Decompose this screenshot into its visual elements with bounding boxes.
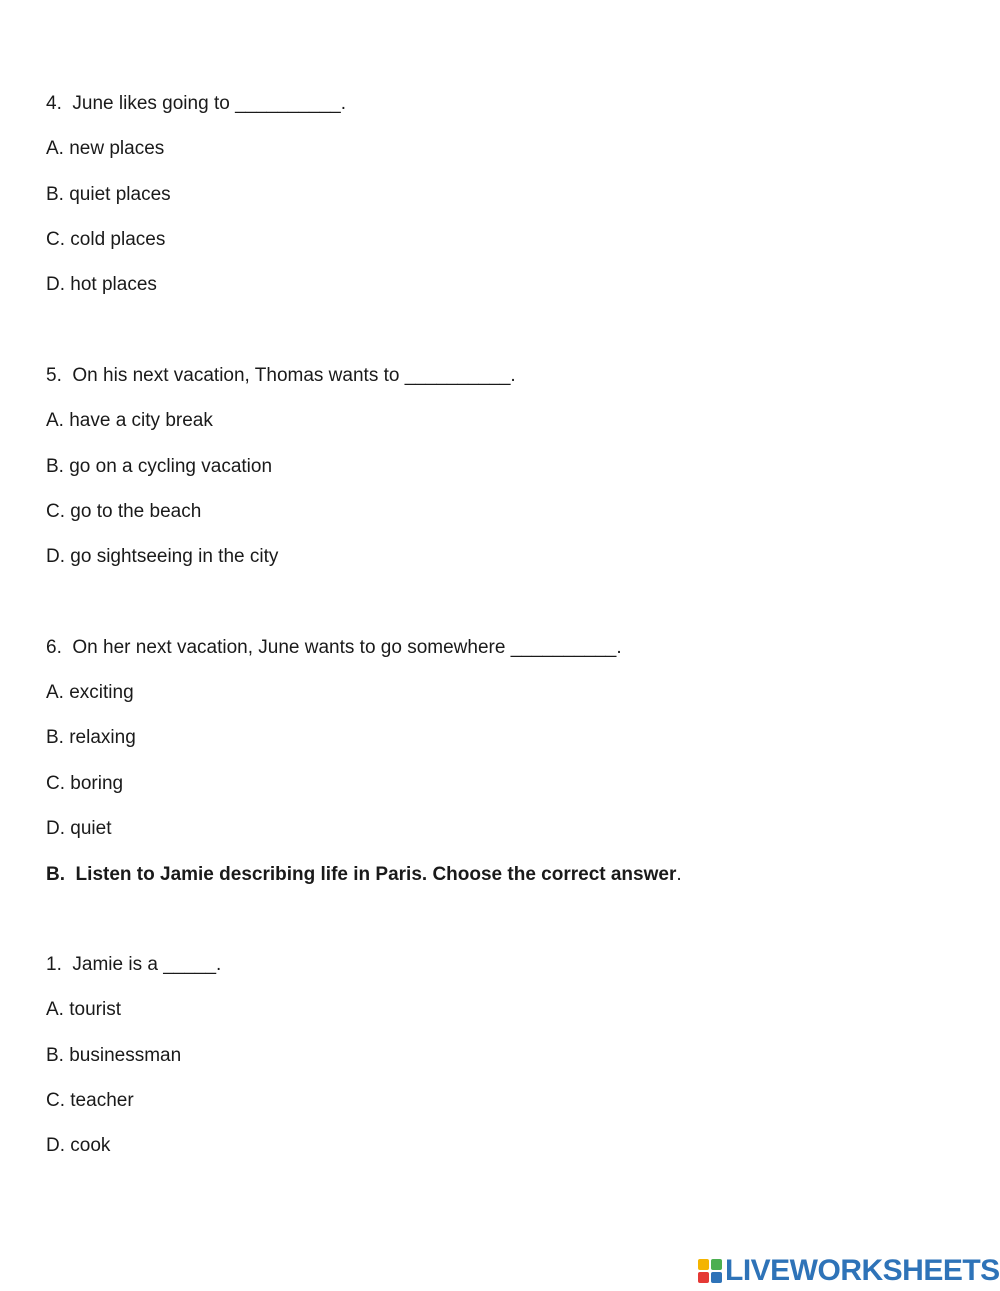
question-4-option-c: C. cold places <box>46 229 166 250</box>
question-5-option-d: D. go sightseeing in the city <box>46 546 279 567</box>
b-question-1-prompt: 1. Jamie is a _____. <box>46 954 222 975</box>
b-question-1-option-b: B. businessman <box>46 1045 182 1066</box>
question-4-option-d: D. hot places <box>46 274 157 295</box>
question-4-option-b: B. quiet places <box>46 184 171 205</box>
b-question-1-option-c: C. teacher <box>46 1090 134 1111</box>
question-6-option-d: D. quiet <box>46 818 112 839</box>
question-5-option-a: A. have a city break <box>46 410 213 431</box>
section-b-heading-period: . <box>676 864 682 885</box>
question-5-option-c: C. go to the beach <box>46 501 202 522</box>
question-6-option-a: A. exciting <box>46 682 134 703</box>
question-4-option-a: A. new places <box>46 138 165 159</box>
b-question-1-option-a: A. tourist <box>46 999 121 1020</box>
liveworksheets-logo <box>698 1254 1000 1288</box>
section-b-heading <box>46 864 682 886</box>
question-5-prompt: 5. On his next vacation, Thomas wants to __________. <box>46 365 516 386</box>
section-b-heading-text: B. Listen to Jamie describing life in Paris. Choose the correct answer <box>46 864 677 885</box>
b-question-1-option-d: D. cook <box>46 1135 111 1156</box>
question-6-option-b: B. relaxing <box>46 727 136 748</box>
question-5-option-b: B. go on a cycling vacation <box>46 456 273 477</box>
question-4-prompt: 4. June likes going to __________. <box>46 93 347 114</box>
question-6-prompt: 6. On her next vacation, June wants to go somewhere __________. <box>46 637 622 658</box>
logo-text: LIVEWORKSHEETS <box>725 1254 1000 1287</box>
question-6-option-c: C. boring <box>46 773 124 794</box>
logo-blocks-icon <box>698 1259 722 1283</box>
